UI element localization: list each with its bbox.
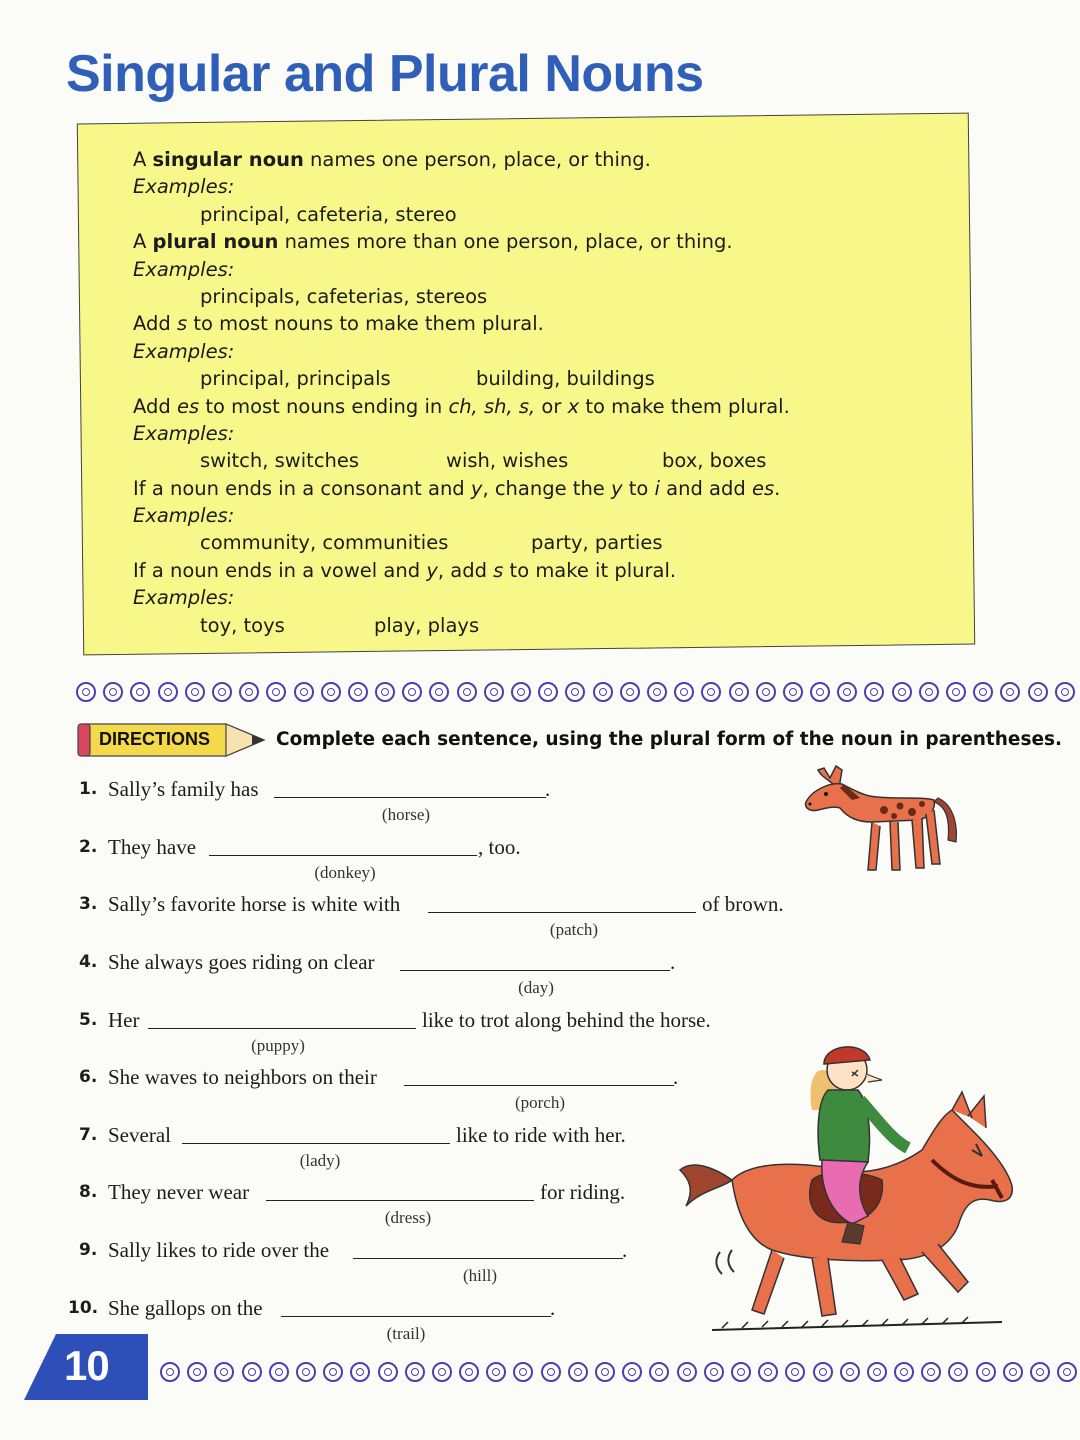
rule-term: plural noun [152,230,279,254]
rule-text: names one person, place, or thing. [303,148,651,171]
circle-icon [350,1362,370,1382]
sentence-start: She always goes riding on clear [108,950,375,974]
answer-blank[interactable] [353,1258,623,1259]
circle-icon [813,1362,833,1382]
rule-suffix: s [176,312,188,336]
circle-icon [810,682,830,702]
sentence-start: They have [108,835,197,859]
examples-label: Examples: [133,257,235,281]
noun-hint: (hill) [463,1266,497,1285]
rule-text: and add [659,476,752,500]
horse-illustration [800,760,960,885]
circle-icon [484,682,504,702]
circle-icon [919,682,939,702]
rule-suffix: es [751,476,775,500]
sentence-end: . [622,1238,628,1262]
noun-hint: (puppy) [251,1036,305,1055]
answer-blank[interactable] [428,912,696,913]
circle-icon [892,682,912,702]
circle-icon [239,682,259,702]
sentence-start: Several [108,1123,171,1147]
circle-icon [405,1362,425,1382]
item-number: 8. [79,1182,98,1202]
example-line [133,447,933,474]
circle-icon [785,1362,805,1382]
circle-icon [837,682,857,702]
noun-hint: (trail) [386,1324,426,1343]
rule-text: or [535,394,568,418]
sentence-end: for riding. [540,1180,626,1204]
circle-icon [538,682,558,702]
answer-blank[interactable] [400,970,670,971]
item-number: 6. [79,1067,98,1087]
examples-label: Examples: [133,421,235,445]
noun-hint: (patch) [549,920,599,939]
circle-icon [1028,682,1048,702]
circle-icon [429,682,449,702]
example-item: building, buildings [476,367,655,391]
example-item: party, parties [531,531,663,555]
rule-text: to make them plural. [579,394,790,418]
circle-icon [783,682,803,702]
rule-suffix: s [493,558,504,582]
rules-text [133,146,933,639]
circle-icon [1055,682,1075,702]
example-line [133,529,933,556]
circle-icon [103,682,123,702]
noun-hint: (porch) [514,1093,566,1112]
circle-icon [701,682,721,702]
answer-blank[interactable] [266,1200,534,1201]
example-item: wish, wishes [446,449,569,473]
circle-icon [674,682,694,702]
example-line: principal, cafeteria, stereo [200,202,457,226]
item-number: 10. [68,1298,99,1318]
rule-text: If a noun ends in a consonant and [133,476,471,500]
sentence-start: She gallops on the [108,1296,263,1320]
circle-icon [432,1362,452,1382]
circle-icon [568,1362,588,1382]
rule-text: names more than one person, place, or thing. [278,230,733,254]
rule-singular [133,146,933,173]
circle-icon [946,682,966,702]
sentence-end: , too. [478,835,521,859]
item-number: 3. [79,894,98,914]
rule-endings: ch, sh, s, [448,394,536,418]
circle-icon [756,682,776,702]
circle-icon [158,682,178,702]
answer-blank[interactable] [281,1316,551,1317]
circle-icon [541,1362,561,1382]
example-item: switch, switches [200,449,360,473]
circle-icon [457,682,477,702]
rule-text: to most nouns ending in [199,394,449,418]
rule-text: A [133,148,153,171]
rule-plural [133,228,933,255]
circle-icon [348,682,368,702]
circle-icon [269,1362,289,1382]
sentence-start: Her [108,1008,140,1032]
circle-icon [1003,1362,1023,1382]
circle-icon [948,1362,968,1382]
circle-icon [294,682,314,702]
circle-icon [565,682,585,702]
circle-icon [185,682,205,702]
item-number: 5. [79,1010,98,1030]
rule-text: A [133,230,153,254]
circle-icon [187,1362,207,1382]
circle-icon [296,1362,316,1382]
sentence-start: She waves to neighbors on their [108,1065,377,1089]
example-line: principals, cafeterias, stereos [200,284,488,308]
circle-icon [894,1362,914,1382]
rule-text: to [622,476,655,500]
circle-icon [921,1362,941,1382]
sentence-start: Sally likes to ride over the [108,1238,330,1262]
circle-icon [321,682,341,702]
examples-label: Examples: [133,339,235,363]
item-number: 4. [79,952,98,972]
rule-consonant-y [133,475,933,502]
circle-icon [867,1362,887,1382]
item-number: 2. [79,837,98,857]
directions-text: Complete each sentence, using the plural form of the noun in parentheses. [276,729,1063,750]
circle-icon [76,682,96,702]
circle-icon [620,682,640,702]
exercise-item [0,950,800,1004]
page-number: 10 [64,1342,109,1389]
rule-text: to make it plural. [503,558,677,582]
circle-icon [840,1362,860,1382]
example-line [133,612,933,639]
circle-icon [758,1362,778,1382]
answer-blank[interactable] [182,1143,450,1144]
page-title: Singular and Plural Nouns [66,45,704,103]
example-item: principal, principals [200,367,391,391]
circle-icon [647,682,667,702]
circle-icon [513,1362,533,1382]
example-item: community, communities [200,531,449,555]
circle-icon [1057,1362,1077,1382]
example-line [133,365,933,392]
circle-icon [212,682,232,702]
circle-icon [378,1362,398,1382]
circle-icon [704,1362,724,1382]
examples-label: Examples: [133,586,235,610]
sentence-start: Sally’s favorite horse is white with [108,892,401,916]
exercise-item [0,777,800,831]
circle-icon [677,1362,697,1382]
circle-icon [214,1362,234,1382]
circle-icon [130,682,150,702]
circle-icon [973,682,993,702]
sentence-start: They never wear [108,1180,250,1204]
rule-term: singular noun [152,148,304,171]
rule-text: Add [133,394,177,418]
directions-label: DIRECTIONS [99,729,211,749]
circle-icon [595,1362,615,1382]
noun-hint: (lady) [299,1151,341,1170]
circle-icon [242,1362,262,1382]
rule-letter: i [654,476,660,500]
answer-blank[interactable] [404,1085,674,1086]
rule-text: If a noun ends in a vowel and [133,558,427,582]
circle-icon [593,682,613,702]
sentence-end: of brown. [702,892,784,916]
circle-icon [649,1362,669,1382]
exercise-item [0,835,800,889]
rule-letter: y [470,476,483,500]
sentence-end: . [550,1296,556,1320]
sentence-end: . [673,1065,679,1089]
decorative-circle-border [160,1360,1080,1384]
item-number: 1. [79,779,98,799]
rule-add-es [133,393,933,420]
circle-icon [976,1362,996,1382]
rule-text: Add [133,312,177,336]
noun-hint: (dress) [384,1208,432,1227]
examples-label: Examples: [133,175,235,199]
circle-icon [459,1362,479,1382]
noun-hint: (donkey) [314,863,376,882]
circle-icon [731,1362,751,1382]
sentence-end: like to trot along behind the horse. [422,1008,711,1032]
examples-label: Examples: [133,504,235,528]
exercise-item [0,892,800,946]
noun-hint: (day) [518,978,554,997]
circle-icon [323,1362,343,1382]
answer-blank[interactable] [148,1028,416,1029]
sentence-end: . [670,950,676,974]
circle-icon [402,682,422,702]
rule-letter: y [426,558,438,582]
circle-icon [160,1362,180,1382]
circle-icon [729,682,749,702]
answer-blank[interactable] [274,797,546,798]
item-number: 7. [79,1125,98,1145]
rule-letter: y [611,476,623,500]
circle-icon [511,682,531,702]
rider-on-horse-illustration [672,1030,1022,1340]
sentence-end: like to ride with her. [456,1123,626,1147]
circle-icon [864,682,884,702]
rule-add-s [133,310,933,337]
example-item: box, boxes [662,449,767,473]
example-item: toy, toys [200,613,285,637]
answer-blank[interactable] [209,855,477,856]
rule-vowel-y [133,557,933,584]
circle-icon [622,1362,642,1382]
circle-icon [1030,1362,1050,1382]
circle-icon [1000,682,1020,702]
rule-suffix: es [176,394,200,418]
sentence-start: Sally’s family has [108,777,259,801]
circle-icon [375,682,395,702]
rule-text: , add [437,558,494,582]
circle-icon [486,1362,506,1382]
circle-icon [266,682,286,702]
noun-hint: (horse) [381,805,431,824]
rule-text: . [774,476,781,500]
decorative-circle-border [76,680,1080,704]
example-item: play, plays [374,613,480,637]
rule-text: , change the [482,476,611,500]
rule-text: to most nouns to make them plural. [187,312,544,336]
sentence-end: . [545,777,551,801]
item-number: 9. [79,1240,98,1260]
rule-endings: x [567,394,580,418]
